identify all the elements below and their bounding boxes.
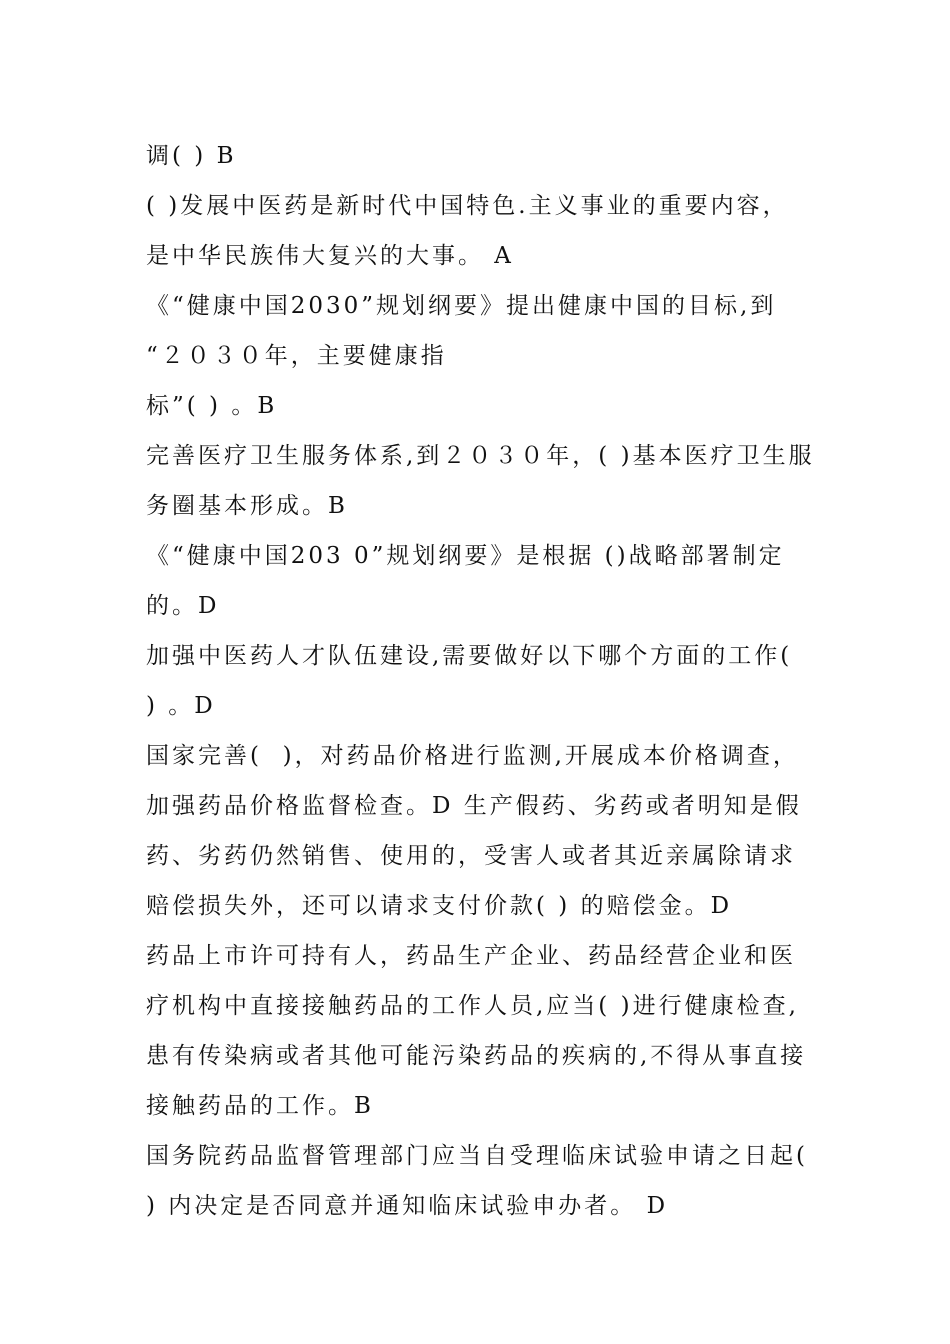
text-line: 是中华民族伟大复兴的大事。 A xyxy=(146,243,514,269)
text-line: 患有传染病或者其他可能污染药品的疾病的,不得从事直接 xyxy=(146,1043,807,1069)
text-line: 接触药品的工作。B xyxy=(146,1093,374,1119)
text-line: 调( ) B xyxy=(146,143,237,169)
text-line: ( )发展中医药是新时代中国特色.主义事业的重要内容， xyxy=(146,193,789,219)
text-line: “２０３０年，主要健康指 xyxy=(146,343,447,369)
text-line: 的。D xyxy=(146,593,220,619)
text-line: 《“健康中国2030”规划纲要》提出健康中国的目标,到 xyxy=(146,293,777,319)
text-line: ) 内决定是否同意并通知临床试验申办者。 D xyxy=(146,1193,669,1219)
text-line: 加强中医药人才队伍建设,需要做好以下哪个方面的工作( xyxy=(146,643,793,669)
text-line: 标”( ) 。B xyxy=(146,393,278,419)
text-line: 疗机构中直接接触药品的工作人员,应当( )进行健康检查, xyxy=(146,993,799,1019)
text-line: 务圈基本形成。B xyxy=(146,493,348,519)
text-line: ) 。D xyxy=(146,693,216,719)
text-line: 《“健康中国203 0”规划纲要》是根据 ()战略部署制定 xyxy=(146,543,785,569)
text-line: 国务院药品监督管理部门应当自受理临床试验申请之日起( xyxy=(146,1143,808,1169)
text-line: 国家完善( )，对药品价格进行监测,开展成本价格调查， xyxy=(146,743,799,769)
text-line: 完善医疗卫生服务体系,到２０３０年，( )基本医疗卫生服 xyxy=(146,443,815,469)
text-line: 赔偿损失外，还可以请求支付价款( ) 的赔偿金。D xyxy=(146,893,733,919)
text-line: 加强药品价格监督检查。D 生产假药、劣药或者明知是假 xyxy=(146,793,802,819)
text-line: 药品上市许可持有人，药品生产企业、药品经营企业和医 xyxy=(146,943,796,969)
document-body xyxy=(146,131,826,1231)
text-line: 药、劣药仍然销售、使用的，受害人或者其近亲属除请求 xyxy=(146,843,796,869)
